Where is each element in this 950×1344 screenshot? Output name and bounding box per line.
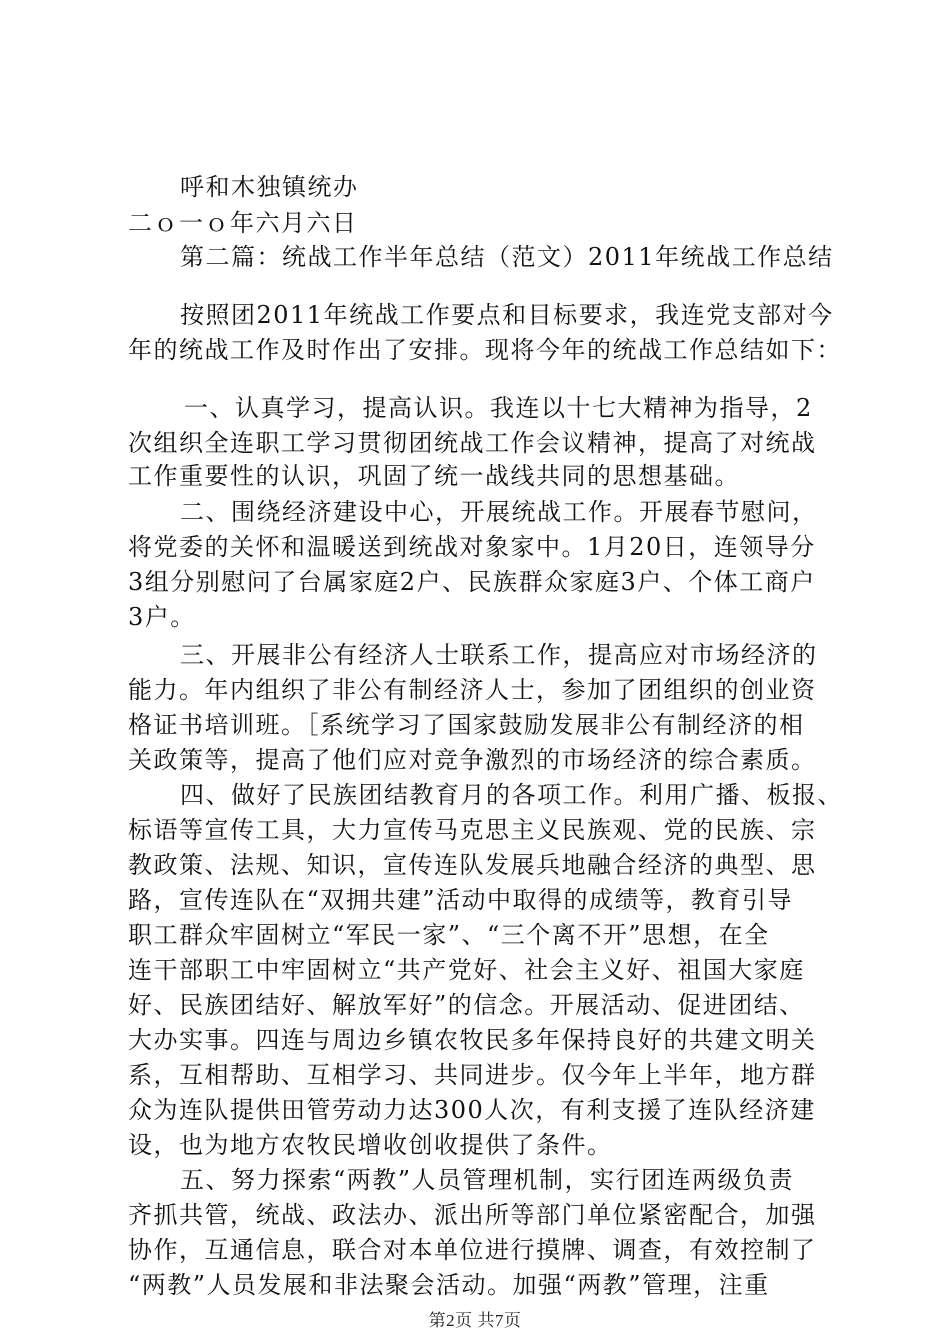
paragraph-line: 齐抓共管，统战、政法办、派出所等部门单位紧密配合，加强: [128, 1201, 817, 1229]
paragraph-line: “两教”人员发展和非法聚会活动。加强“两教”管理，注重: [128, 1271, 770, 1299]
section-heading: 第二篇：统战工作半年总结（范文）2011年统战工作总结: [180, 243, 834, 271]
paragraph-line: 年的统战工作及时作出了安排。现将今年的统战工作总结如下：: [128, 336, 842, 364]
signature-date: 二ｏ一ｏ年六月六日: [128, 209, 358, 237]
signature-org: 呼和木独镇统办: [180, 173, 359, 201]
page-number-footer: 第2页 共7页: [428, 1311, 522, 1330]
paragraph-line: 按照团2011年统战工作要点和目标要求，我连党支部对今: [180, 301, 834, 329]
paragraph-line: 次组织全连职工学习贯彻团统战工作会议精神，提高了对统战: [128, 429, 817, 457]
paragraph-line: 一、认真学习，提高认识。我连以十七大精神为指导，2: [184, 394, 813, 422]
paragraph-line: 二、围绕经济建设中心，开展统战工作。开展春节慰问，: [180, 498, 818, 526]
paragraph-line: 设，也为地方农牧民增收创收提供了条件。: [128, 1131, 613, 1159]
paragraph-line: 好、民族团结好、解放军好”的信念。开展活动、促进团结、: [128, 991, 805, 1019]
paragraph-line: 工作重要性的认识，巩固了统一战线共同的思想基础。: [128, 462, 740, 490]
paragraph-line: 路，宣传连队在“双拥共建”活动中取得的成绩等，教育引导: [128, 886, 794, 914]
paragraph-line: 五、努力探索“两教”人员管理机制，实行团连两级负责: [180, 1166, 795, 1194]
paragraph-line: 将党委的关怀和温暖送到统战对象家中。1月20日，连领导分: [128, 533, 816, 561]
paragraph-line: 教政策、法规、知识，宣传连队发展兵地融合经济的典型、思: [128, 851, 817, 879]
paragraph-line: 格证书培训班。［系统学习了国家鼓励发展非公有制经济的相: [128, 711, 805, 739]
paragraph-line: 三、开展非公有经济人士联系工作，提高应对市场经济的: [180, 641, 818, 669]
paragraph-line: 众为连队提供田管劳动力达300人次，有利支援了连队经济建: [128, 1096, 816, 1124]
paragraph-line: 3户。: [128, 603, 196, 631]
paragraph-line: 连干部职工中牢固树立“共产党好、社会主义好、祖国大家庭: [128, 956, 805, 984]
paragraph-line: 四、做好了民族团结教育月的各项工作。利用广播、板报、: [180, 781, 843, 809]
paragraph-line: 关政策等，提高了他们应对竞争激烈的市场经济的综合素质。: [128, 746, 817, 774]
paragraph-line: 大办实事。四连与周边乡镇农牧民多年保持良好的共建文明关: [128, 1026, 817, 1054]
paragraph-line: 职工群众牢固树立“军民一家”、“三个离不开”思想，在全: [128, 921, 770, 949]
paragraph-line: 能力。年内组织了非公有制经济人士，参加了团组织的创业资: [128, 676, 817, 704]
paragraph-line: 系，互相帮助、互相学习、共同进步。仅今年上半年，地方群: [128, 1061, 817, 1089]
paragraph-line: 标语等宣传工具，大力宣传马克思主义民族观、党的民族、宗: [128, 816, 817, 844]
paragraph-line: 协作，互通信息，联合对本单位进行摸牌、调查，有效控制了: [128, 1236, 817, 1264]
paragraph-line: 3组分别慰问了台属家庭2户、民族群众家庭3户、个体工商户: [128, 568, 816, 596]
